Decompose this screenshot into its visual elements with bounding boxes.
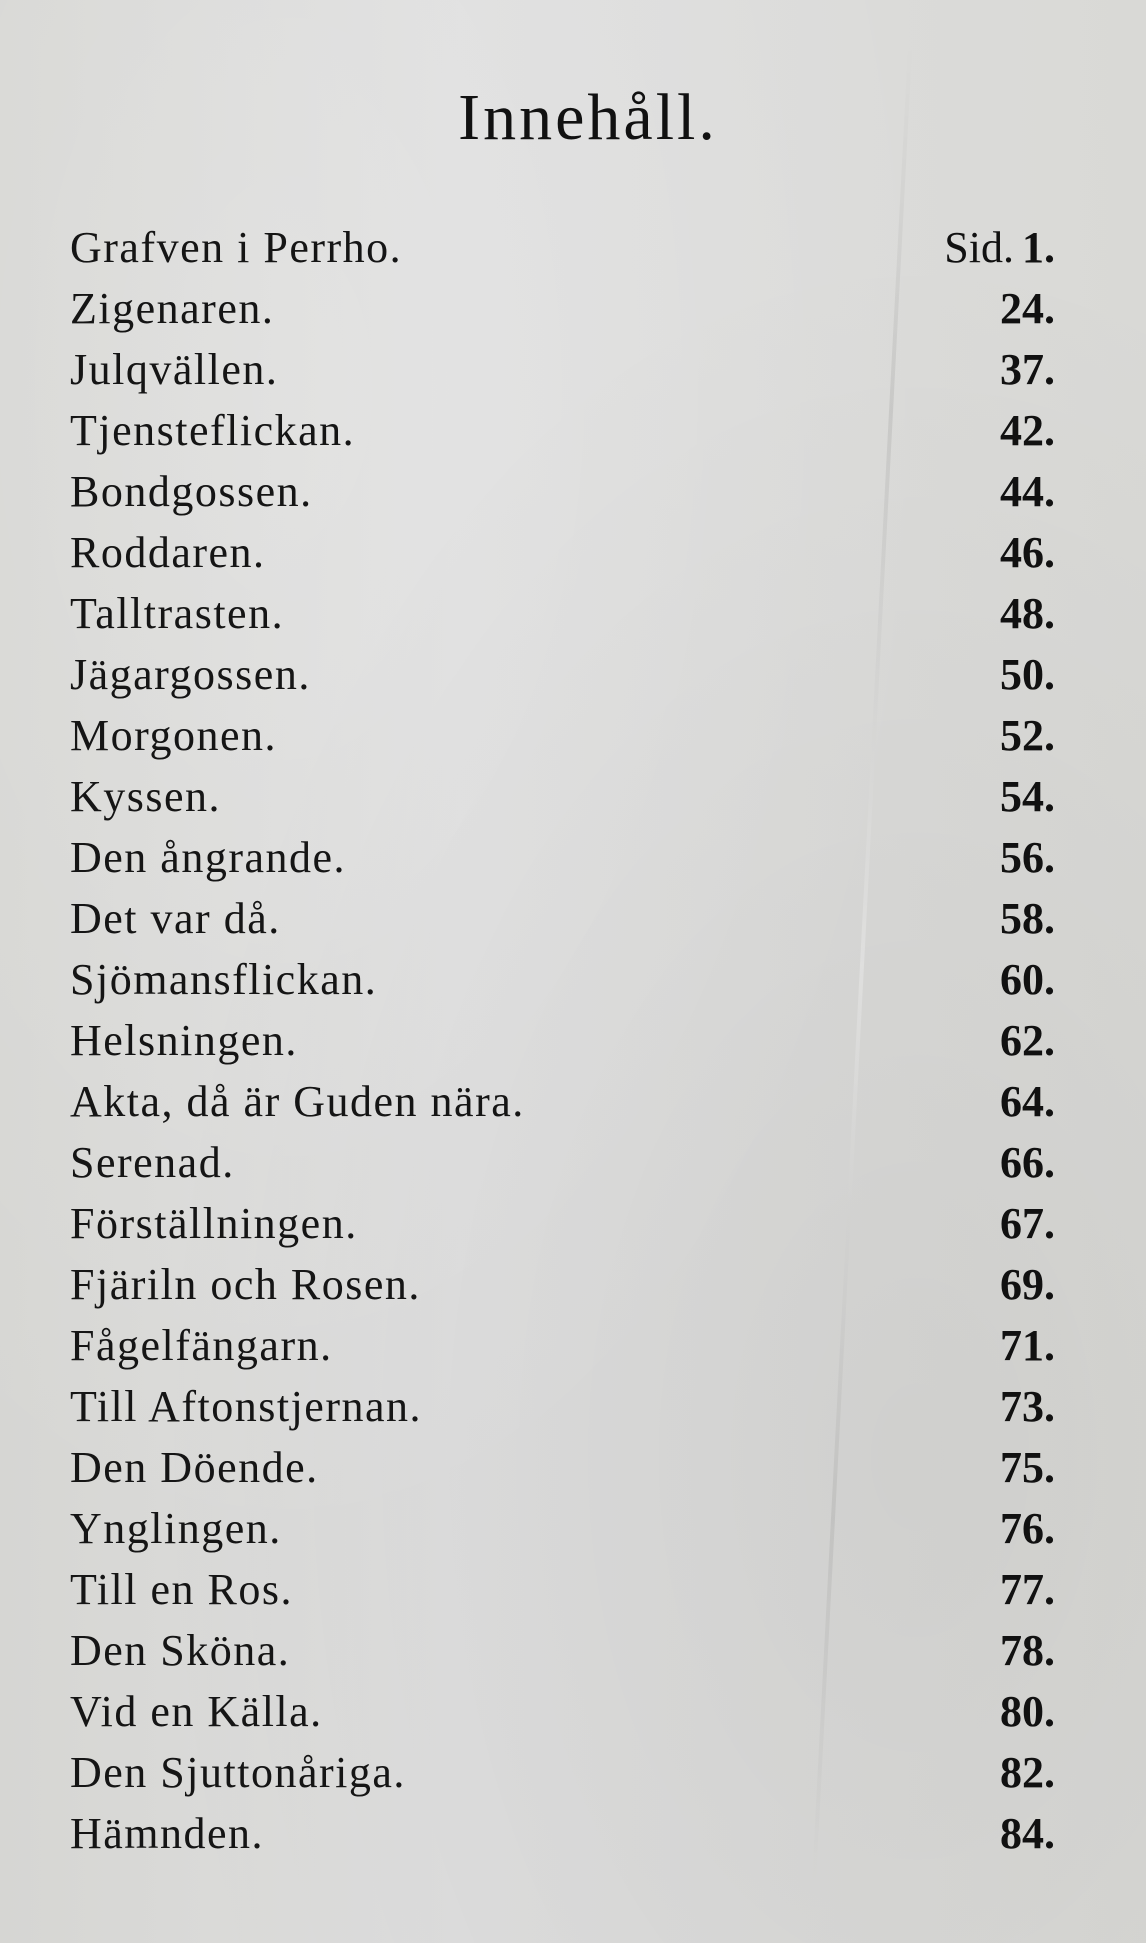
toc-entry-title: Den Sjuttonåriga. — [70, 1748, 406, 1797]
toc-entry-title: Fågelfängarn. — [70, 1321, 333, 1370]
toc-entry — [70, 1625, 1055, 1686]
toc-entry-title: Det var då. — [70, 894, 281, 943]
toc-entry-title: Den Döende. — [70, 1443, 319, 1492]
toc-entry — [70, 1320, 1055, 1381]
toc-entry-page: 71. — [1000, 1321, 1055, 1370]
toc-entry-title: Till en Ros. — [70, 1565, 294, 1614]
toc-entry — [70, 1259, 1055, 1320]
toc-entry — [70, 1015, 1055, 1076]
toc-entry-title: Helsningen. — [70, 1016, 298, 1065]
toc-entry-title: Jägargossen. — [70, 650, 311, 699]
sid-label: Sid. — [944, 223, 1014, 272]
toc-entry-page: 75. — [1000, 1443, 1055, 1492]
toc-entry-title: Den Sköna. — [70, 1626, 291, 1675]
toc-entry — [70, 1381, 1055, 1442]
toc-entry-page: 54. — [1000, 772, 1055, 821]
toc-entry-page: 78. — [1000, 1626, 1055, 1675]
toc-entry-title: Vid en Källa. — [70, 1687, 323, 1736]
toc-entry — [70, 405, 1055, 466]
toc-entry — [70, 283, 1055, 344]
toc-entry — [70, 1686, 1055, 1747]
toc-entry — [70, 1442, 1055, 1503]
toc-entry-title: Tjensteflickan. — [70, 406, 356, 455]
toc-entry-page: 60. — [1000, 955, 1055, 1004]
toc-entry — [70, 1503, 1055, 1564]
toc-entry-page: 37. — [1000, 345, 1055, 394]
toc-entry — [70, 222, 1055, 283]
toc-entry-page-number: 1. — [1022, 223, 1055, 272]
page-title: Innehåll. — [458, 81, 718, 154]
toc-entry-page: 52. — [1000, 711, 1055, 760]
toc-entry — [70, 893, 1055, 954]
toc-entry-title: Kyssen. — [70, 772, 222, 821]
toc-entry-page: 42. — [1000, 406, 1055, 455]
toc-entry-title: Förställningen. — [70, 1199, 358, 1248]
toc-entry-page: 82. — [1000, 1748, 1055, 1797]
table-of-contents — [70, 222, 1055, 1869]
toc-entry-title: Sjömansflickan. — [70, 955, 378, 1004]
toc-entry — [70, 1747, 1055, 1808]
toc-entry-title: Ynglingen. — [70, 1504, 282, 1553]
toc-entry — [70, 954, 1055, 1015]
toc-entry — [70, 344, 1055, 405]
toc-entry-page: 62. — [1000, 1016, 1055, 1065]
toc-entry — [70, 771, 1055, 832]
toc-entry — [70, 1564, 1055, 1625]
toc-entry-title: Roddaren. — [70, 528, 266, 577]
toc-entry — [70, 649, 1055, 710]
toc-entry-title: Den ångrande. — [70, 833, 347, 882]
toc-entry-page: 48. — [1000, 589, 1055, 638]
toc-entry — [70, 1137, 1055, 1198]
toc-entry — [70, 466, 1055, 527]
toc-entry-page: 44. — [1000, 467, 1055, 516]
toc-entry-page: 76. — [1000, 1504, 1055, 1553]
toc-entry-page: 64. — [1000, 1077, 1055, 1126]
toc-entry-page: 50. — [1000, 650, 1055, 699]
toc-entry-page: 56. — [1000, 833, 1055, 882]
toc-entry-title: Morgonen. — [70, 711, 278, 760]
toc-entry — [70, 588, 1055, 649]
toc-entry-page: 73. — [1000, 1382, 1055, 1431]
toc-entry-title: Hämnden. — [70, 1809, 265, 1858]
toc-entry-title: Serenad. — [70, 1138, 235, 1187]
toc-entry — [70, 527, 1055, 588]
toc-entry-page: 84. — [1000, 1809, 1055, 1858]
toc-entry-title: Zigenaren. — [70, 284, 275, 333]
toc-entry-title: Bondgossen. — [70, 467, 313, 516]
toc-entry — [70, 1808, 1055, 1869]
toc-entry — [70, 1076, 1055, 1137]
toc-entry-page: 58. — [1000, 894, 1055, 943]
toc-entry — [70, 1198, 1055, 1259]
toc-entry-title: Fjäriln och Rosen. — [70, 1260, 421, 1309]
toc-entry-page: 46. — [1000, 528, 1055, 577]
toc-entry-title: Akta, då är Guden nära. — [70, 1077, 525, 1126]
toc-entry — [70, 710, 1055, 771]
toc-entry-page: 80. — [1000, 1687, 1055, 1736]
toc-entry-title: Talltrasten. — [70, 589, 285, 638]
toc-entry-title: Grafven i Perrho. — [70, 223, 403, 272]
toc-entry-title: Julqvällen. — [70, 345, 279, 394]
toc-entry — [70, 832, 1055, 893]
toc-entry-title: Till Aftonstjernan. — [70, 1382, 423, 1431]
toc-entry-page: 67. — [1000, 1199, 1055, 1248]
toc-entry-page: 69. — [1000, 1260, 1055, 1309]
toc-entry-page: 66. — [1000, 1138, 1055, 1187]
toc-entry-page — [944, 222, 1055, 273]
toc-entry-page: 77. — [1000, 1565, 1055, 1614]
toc-entry-page: 24. — [1000, 284, 1055, 333]
